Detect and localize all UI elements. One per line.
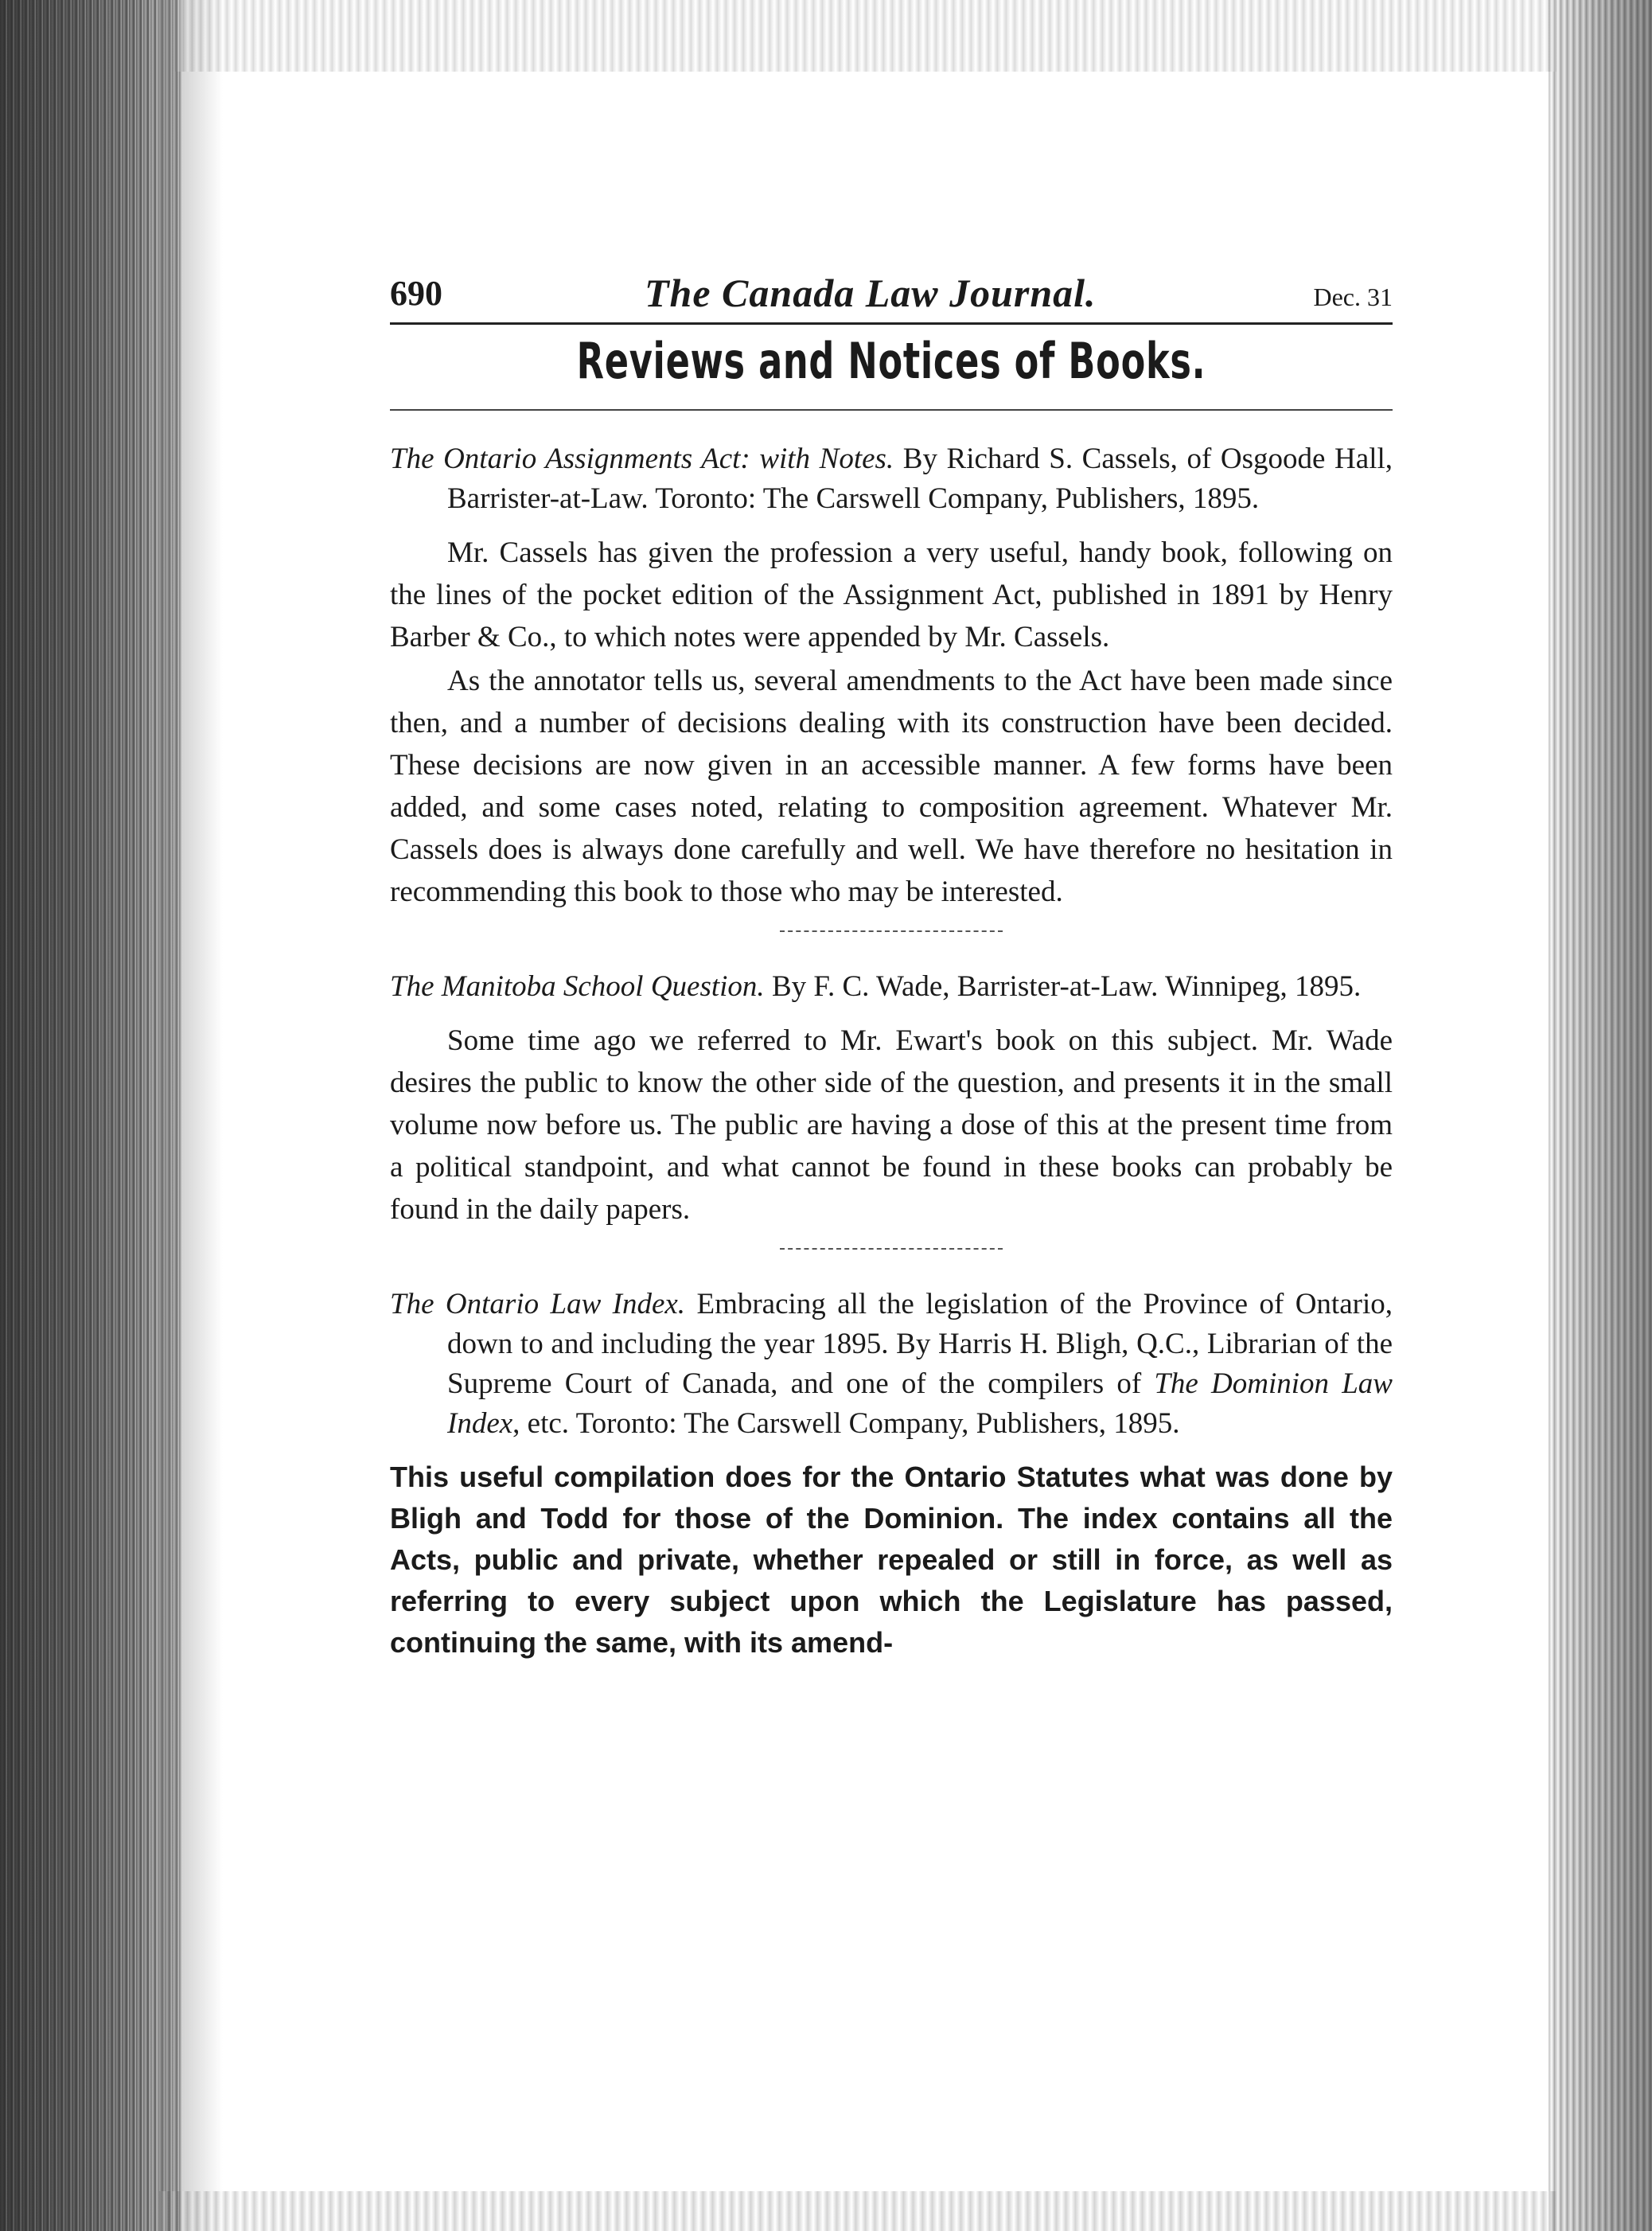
scan-edge-right	[1549, 0, 1652, 2231]
book-review-entry	[390, 1285, 1393, 1663]
review-paragraph: As the annotator tells us, several amendments to the Act have been made since then, and a number of decisions dealing with its construction have been decided. These decisions are now given in an accessible manner. A few forms have been added, and some cases noted, relating to composition agreement. Whatever Mr. Cassels does is always done carefully and well. We have therefore no hesitation in recommending this book to those who may be interested.	[390, 665, 1393, 909]
journal-title: The Canada Law Journal.	[645, 271, 1097, 315]
heading-rule	[390, 409, 1393, 411]
running-header	[390, 267, 1393, 325]
book-title: The Ontario Assignments Act: with Notes.	[390, 443, 894, 476]
scan-edge-bottom	[159, 2191, 1557, 2231]
section-heading: Reviews and Notices of Books.	[576, 332, 1206, 390]
book-title: The Manitoba School Question.	[390, 970, 765, 1004]
referenced-book-title: The Dominion Law Index	[447, 1367, 1393, 1441]
book-details: Embracing all the legislation of the Province of Ontario, down to and including the year 1895. By Harris H. Bligh, Q.C., Librarian of the Supreme Court of Canada, and one of the compilers of	[447, 1288, 1393, 1401]
book-details: , etc. Toronto: The Carswell Company, Publishers, 1895.	[512, 1407, 1180, 1441]
book-details: By F. C. Wade, Barrister-at-Law. Winnipeg, 1895.	[764, 970, 1362, 1004]
book-citation	[390, 967, 1393, 1007]
book-review-entry	[390, 439, 1393, 913]
scan-edge-left	[0, 0, 181, 2231]
issue-date: Dec. 31	[1313, 283, 1393, 311]
page-number: 690	[390, 274, 442, 313]
scan-edge-left-shadow	[159, 0, 223, 2231]
book-citation	[390, 439, 1393, 519]
book-citation	[390, 1285, 1393, 1444]
entry-separator	[780, 1248, 1003, 1250]
book-review-entry	[390, 967, 1393, 1231]
scan-edge-top	[175, 0, 1557, 72]
book-title: The Ontario Law Index.	[390, 1288, 686, 1321]
entry-separator	[780, 930, 1003, 932]
review-paragraph: Mr. Cassels has given the profession a very useful, handy book, following on the lines of the pocket edition of the Assignment Act, published in 1891 by Henry Barber & Co., to which notes were appended by Mr. Cassels.	[390, 536, 1393, 654]
review-paragraph: This useful compilation does for the Ontario Statutes what was done by Bligh and Todd for those of the Dominion. The index contains all the Acts, public and private, whether repealed or still in force, as well as referring to every subject upon which the Legislature has passed, continuing the same, with its amend-	[390, 1461, 1393, 1660]
book-details: By Richard S. Cassels, of Osgoode Hall, Barrister-at-Law. Toronto: The Carswell Company, Publishers, 1895.	[447, 443, 1393, 516]
journal-page	[390, 267, 1393, 1670]
review-paragraph: Some time ago we referred to Mr. Ewart's book on this subject. Mr. Wade desires the public to know the other side of the question, and presents it in the small volume now before us. The public are having a dose of this at the present time from a political standpoint, and what cannot be found in these books can probably be found in the daily papers.	[390, 1024, 1393, 1227]
